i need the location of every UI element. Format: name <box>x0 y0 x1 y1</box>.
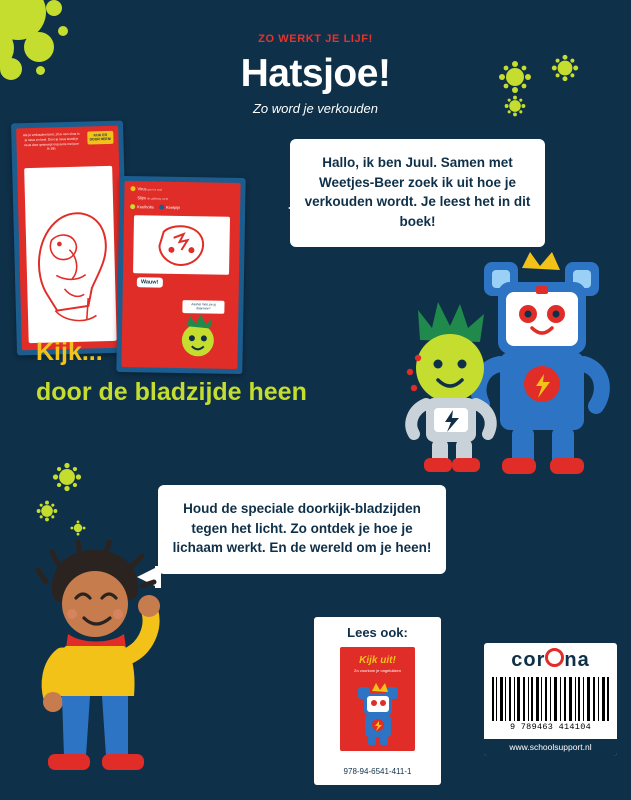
page-subtitle: Zo word je verkouden <box>252 101 378 116</box>
series-label: ZO WERKT JE LIJF! <box>258 33 373 45</box>
barcode <box>492 677 609 721</box>
lees-ook-isbn: 978-94-6541-411-1 <box>343 767 412 776</box>
sneeze-illustration <box>133 215 230 275</box>
green-monster-character <box>398 296 508 482</box>
legend-item: Slijm dit, glibberig vocht <box>130 195 190 202</box>
corona-o-ring-icon <box>545 648 564 667</box>
preview-a-body: Als je verkouden bent, zit er een virus in je neus en keel. Door je neus wordt je neus door gesnoept nog eens met poe te zijn. <box>22 131 80 151</box>
publisher-url: www.schoolsupport.nl <box>484 739 617 756</box>
virus-dot-icon <box>70 520 86 536</box>
lees-ook-heading: Lees ook: <box>347 625 408 640</box>
lees-ook-box <box>314 617 441 785</box>
preview-page-a <box>11 121 129 356</box>
tagline-line-1: Kijk... <box>36 338 103 366</box>
preview-a-badge: KIJK ER DOOR HEEN! <box>87 131 113 145</box>
blue-bear-mini-icon <box>352 681 404 747</box>
speech-bubble-boy: Houd de speciale doorkijk-bladzijden tegen het licht. Zo ontdek je hoe je lichaam werkt. En de wereld om je heen! <box>158 485 446 574</box>
legend-item: Virus geel en rood <box>130 186 190 193</box>
lees-ook-cover <box>340 647 415 751</box>
virus-dot-icon <box>36 500 58 522</box>
preview-page-b <box>116 176 245 374</box>
lees-ook-cover-subtitle: Zo voorkom je ongelukken <box>354 668 401 673</box>
boy-character <box>28 540 168 782</box>
barcode-number: 9 789463 414104 <box>509 722 591 732</box>
preview-b-caption: Aaaha! Wat zie jij daarmee? <box>182 300 224 314</box>
head-anatomy-illustration <box>24 166 117 343</box>
speech-bubble-bear: Hallo, ik ben Juul. Samen met Weetjes-Beer zoek ik uit hoe je verkouden wordt. Je leest het in dit boek! <box>290 139 545 247</box>
publisher-name: cor na <box>511 649 590 671</box>
lees-ook-cover-title: Kijk uit! <box>359 655 396 666</box>
page-title: Hatsjoe! <box>240 52 391 95</box>
preview-b-exclaim: Wauw! <box>137 277 163 287</box>
virus-dot-icon <box>52 462 82 492</box>
green-monster-mini-icon <box>171 310 224 363</box>
legend-item: Keelholte Keelpijn <box>130 204 190 210</box>
publisher-box <box>484 643 617 756</box>
tagline-line-2: door de bladzijde heen <box>36 378 307 406</box>
